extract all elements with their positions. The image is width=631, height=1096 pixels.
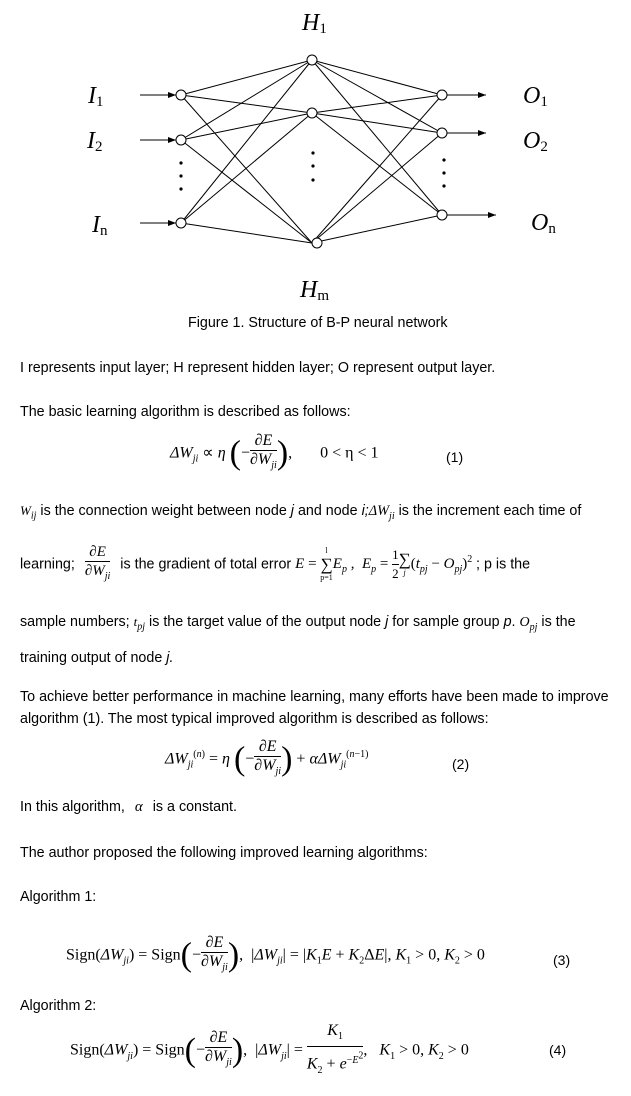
neural-network-diagram bbox=[0, 0, 631, 310]
label-Hm: Hm bbox=[300, 277, 330, 304]
algorithm-2-heading: Algorithm 2: bbox=[20, 998, 97, 1014]
input-node-1 bbox=[176, 90, 186, 100]
paragraph-author-proposal: The author proposed the following improved learning algorithms: bbox=[20, 845, 428, 861]
input-node-n bbox=[176, 218, 186, 228]
label-On: On bbox=[531, 210, 556, 237]
equation-3-number: (3) bbox=[553, 952, 571, 968]
equation-1: $\Delta W_{ji} \propto \eta$ (− $\frac{\partial E}{\partial W_{ji}}$ ), 0 < η < 1 bbox=[170, 432, 379, 475]
paragraph-layers: I represents input layer; H represent hidden layer; O represent output layer. bbox=[20, 360, 496, 376]
equation-4-number: (4) bbox=[549, 1042, 567, 1058]
paragraph-basic-algorithm: The basic learning algorithm is described as follows: bbox=[20, 404, 351, 420]
paragraph-weight-definition: $W_{ij}$ is the connection weight between node j and node $i;\Delta W_{ji}$ is the increment each time of bbox=[20, 503, 582, 522]
algorithm-1-heading: Algorithm 1: bbox=[20, 889, 97, 905]
equation-2-number: (2) bbox=[452, 756, 470, 772]
paragraph-gradient: learning; $\frac{\partial E}{\partial W_{ji}}$ is the gradient of total error E = l ∑ p=1 $E_p$ , $E_p$ = $\frac{1}{2}$ ∑ j $(t_{pj} - O_{pj})^2$ ; p is the bbox=[20, 543, 530, 586]
paragraph-improvements-line2: algorithm (1). The most typical improved algorithm is described as follows: bbox=[20, 711, 489, 727]
equation-4: $Sign(\Delta W_{ji})$ = Sign(− $\frac{\partial E}{\partial W_{ji}}$ ), $|\Delta W_{ji}|$ = $\frac{K_1}{K_2 + e^{-E^2}}$ , $K_1 > 0$, $K_2 > 0$ bbox=[70, 1022, 469, 1080]
output-node-2 bbox=[437, 128, 447, 138]
label-I1: I1 bbox=[88, 83, 104, 110]
label-In: In bbox=[92, 212, 108, 239]
output-node-n bbox=[437, 210, 447, 220]
label-O2: O2 bbox=[523, 128, 548, 155]
equation-2: $\Delta W_{ji}^{(n)} = \eta$ (− $\frac{\partial E}{\partial W_{ji}}$ ) + αΔW$_{ji}^{(n-1)}$ bbox=[165, 738, 368, 781]
paragraph-improvements-line1: To achieve better performance in machine learning, many efforts have been made to improve bbox=[20, 689, 609, 705]
label-H1: H1 bbox=[302, 10, 327, 37]
equation-1-number: (1) bbox=[446, 449, 464, 465]
paragraph-target-value: sample numbers; $t_{pj}$ is the target value of the output node j for sample group p. $O_{pj}$ is the bbox=[20, 614, 576, 633]
input-node-2 bbox=[176, 135, 186, 145]
paragraph-training-output: training output of node j. bbox=[20, 650, 174, 666]
paragraph-alpha-constant: In this algorithm, α is a constant. bbox=[20, 799, 237, 815]
label-O1: O1 bbox=[523, 83, 548, 110]
figure-caption: Figure 1. Structure of B-P neural network bbox=[188, 315, 448, 331]
hidden-node-m bbox=[312, 238, 322, 248]
hidden-node-1 bbox=[307, 55, 317, 65]
equation-3: $Sign(\Delta W_{ji})$ = Sign(− $\frac{\partial E}{\partial W_{ji}}$ ), $|\Delta W_{ji}| = |K_1E + K_2\Delta E|$, $K_1 > 0$, $K_2 > 0$ bbox=[66, 934, 485, 977]
label-I2: I2 bbox=[87, 128, 103, 155]
output-node-1 bbox=[437, 90, 447, 100]
hidden-node-2 bbox=[307, 108, 317, 118]
